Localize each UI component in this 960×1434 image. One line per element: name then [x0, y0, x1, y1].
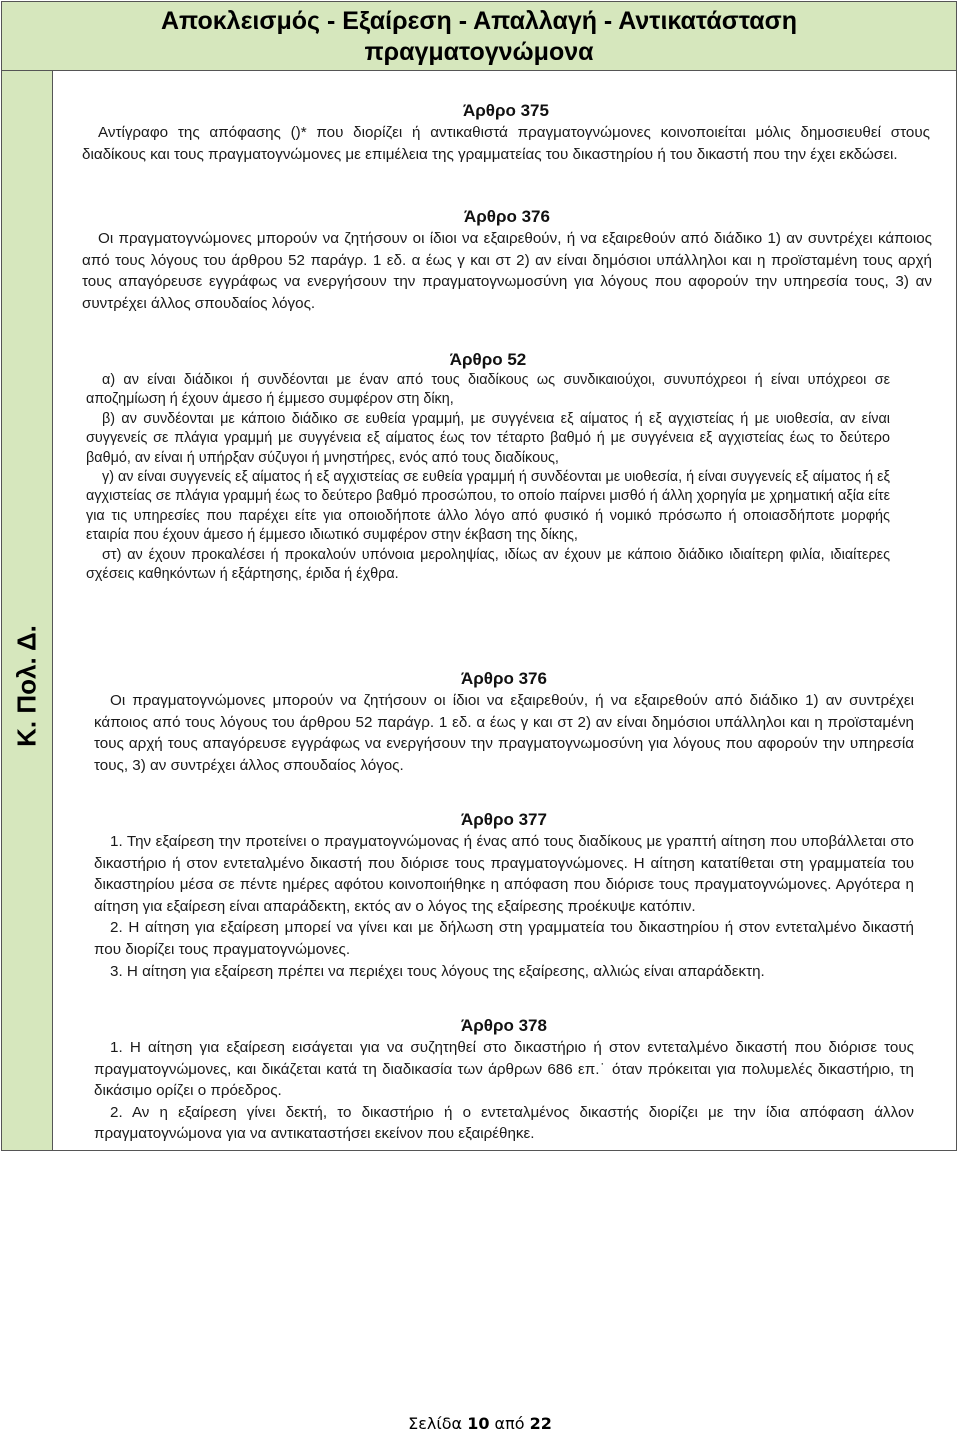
page-footer: [0, 1414, 960, 1433]
footer-total-pages: 22: [529, 1414, 552, 1433]
article-376-first: [82, 206, 932, 314]
article-paragraph: α) αν είναι διάδικοι ή συνδέονται με έναν από τους διαδίκους ως συνδικαιούχοι, συνυπόχρεοι ή είναι υπόχρεοι σε αποζημίωση ή έχουν άμεσο ή έμμεσο συμφέρον στη δίκη,: [86, 372, 890, 408]
article-375: [82, 100, 930, 165]
article-title: Άρθρο 375: [463, 101, 549, 120]
footer-prefix: Σελίδα: [408, 1414, 468, 1433]
article-paragraph: 1. Η αίτηση για εξαίρεση εισάγεται για να συζητηθεί στο δικαστήριο ή στον εντεταλμένο δικαστή που διόρισε τους πραγματογνώμονες, και δικάζεται κατά τη διαδικασία των άρθρων 686 επ.˙ όταν πρόκειται για πολυμελές δικαστήριο, τη δικάσιμο ορίζει ο πρόεδρος.: [94, 1039, 914, 1100]
sidebar-label: Κ. Πολ. Δ.: [11, 625, 42, 747]
footer-page-number: 10: [467, 1414, 490, 1433]
article-paragraph: Οι πραγματογνώμονες μπορούν να ζητήσουν οι ίδιοι να εξαιρεθούν, ή να εξαιρεθούν από διάδικο 1) αν συντρέχει κάποιος από τους λόγους του άρθρου 52 παράγρ. 1 εδ. α έως γ και στ 2) αν είναι δημόσιοι υπάλληλοι και η προϊσταμένη τους αρχή τους απαγόρευσε εγγράφως να ενεργήσουν την πραγματογνωμοσύνη για λόγους που αφορούν την υπηρεσία τους, 3) αν συντρέχει άλλος σπουδαίος λόγος.: [94, 692, 914, 774]
article-paragraph: γ) αν είναι συγγενείς εξ αίματος ή εξ αγχιστείας σε ευθεία γραμμή ή συνδέονται με υιοθεσία, ή είναι συγγενείς εξ αίματος ή εξ αγχιστείας σε πλάγια γραμμή έως το δεύτερο βαθμό προσώπου, το οποίο παίρνει μισθό ή άλλη χορηγία με χρηματική αξία είτε για τις υπηρεσίες που παρέχει είτε για οποιοδήποτε άλλο λόγο από φυσικό ή νομικό πρόσωπο ή οποιασδήποτε μορφής εταιρία που έχουν άμεσο ή έμμεσο ιδιωτικό συμφέρον στην έκβαση της δίκης,: [86, 469, 890, 544]
article-paragraph: στ) αν έχουν προκαλέσει ή προκαλούν υπόνοια μεροληψίας, ιδίως αν έχουν με κάποιο διάδικο ιδιαίτερη φιλία, ιδιαίτερες σχέσεις καθηκόντων ή εξάρτησης, έριδα ή έχθρα.: [86, 546, 890, 583]
article-title: Άρθρο 52: [449, 350, 527, 369]
article-paragraph: Οι πραγματογνώμονες μπορούν να ζητήσουν οι ίδιοι να εξαιρεθούν, ή να εξαιρεθούν από διάδικο 1) αν συντρέχει κάποιος από τους λόγους του άρθρου 52 παράγρ. 1 εδ. α έως γ και στ 2) αν είναι δημόσιοι υπάλληλοι και η προϊσταμένη τους αρχή τους απαγόρευσε εγγράφως να ενεργήσουν την πραγματογνωμοσύνη για λόγους που αφορούν την υπηρεσία τους, 3) αν συντρέχει άλλος σπουδαίος λόγος.: [82, 230, 932, 312]
page-title-line-2: πραγματογνώμονα: [364, 38, 594, 66]
article-paragraph: β) αν συνδέονται με κάποιο διάδικο σε ευθεία γραμμή, με συγγένεια εξ αίματος ή εξ αγχιστείας ή με υιοθεσία, αν είναι συγγενείς σε πλάγια γραμμή με συγγένεια εξ αίματος έως τον τέταρτο βαθμό ή με συγγένεια εξ αγχιστείας έως το δεύτερο βαθμό, αν είναι ή υπήρξαν σύζυγοι ή μνηστήρες, ενός από τους διαδίκους,: [86, 410, 890, 466]
page-frame: [1, 1, 957, 1151]
article-title: Άρθρο 378: [461, 1016, 547, 1035]
article-paragraph: 3. Η αίτηση για εξαίρεση πρέπει να περιέχει τους λόγους της εξαίρεσης, αλλιώς είναι απαράδεκτη.: [110, 962, 765, 980]
article-title: Άρθρο 376: [464, 207, 550, 226]
footer-middle: από: [489, 1414, 530, 1433]
article-title: Άρθρο 377: [461, 810, 547, 829]
article-376-second: [94, 668, 914, 776]
document-content: [54, 72, 956, 1150]
sidebar: [2, 71, 53, 1150]
page-header: [2, 2, 956, 71]
article-paragraph: Αντίγραφο της απόφασης ()* που διορίζει ή αντικαθιστά πραγματογνώμονες κοινοποιείται μόλις δημοσιευθεί στους διαδίκους και τους πραγματογνώμονες με επιμέλεια της γραμματείας του δικαστηρίου ή του δικαστή που την έχει εκδώσει.: [82, 124, 930, 163]
article-paragraph: 2. Η αίτηση για εξαίρεση μπορεί να γίνει και με δήλωση στη γραμματεία του δικαστηρίου ή στον εντεταλμένο δικαστή που διορίζει τους πραγματογνώμονες.: [94, 919, 914, 958]
article-378: [94, 1015, 914, 1145]
article-paragraph: 1. Την εξαίρεση την προτείνει ο πραγματογνώμονας ή ένας από τους διαδίκους με γραπτή αίτηση που υποβάλλεται στο δικαστήριο ή στον εντεταλμένο δικαστή που διόρισε τους πραγματογνώμονες. Η αίτηση κατατίθεται στη γραμματεία του δικαστηρίου μέσα σε πέντε ημέρες αφότου κοινοποιήθηκε η απόφαση που διόρισε τους πραγματογνώμονες. Αργότερα η αίτηση για εξαίρεση είναι απαράδεκτη, εκτός αν ο λόγος της εξαίρεσης προέκυψε κατόπιν.: [94, 833, 914, 915]
page-title-line-1: Αποκλεισμός - Εξαίρεση - Απαλλαγή - Αντικατάσταση: [160, 7, 798, 35]
article-52: [86, 349, 890, 584]
article-title: Άρθρο 376: [461, 669, 547, 688]
article-paragraph: 2. Αν η εξαίρεση γίνει δεκτή, το δικαστήριο ή ο εντεταλμένος δικαστής διορίζει με την ίδια απόφαση άλλον πραγματογνώμονα για να αντικαταστήσει εκείνον που εξαιρέθηκε.: [94, 1103, 914, 1143]
article-377: [94, 809, 914, 982]
